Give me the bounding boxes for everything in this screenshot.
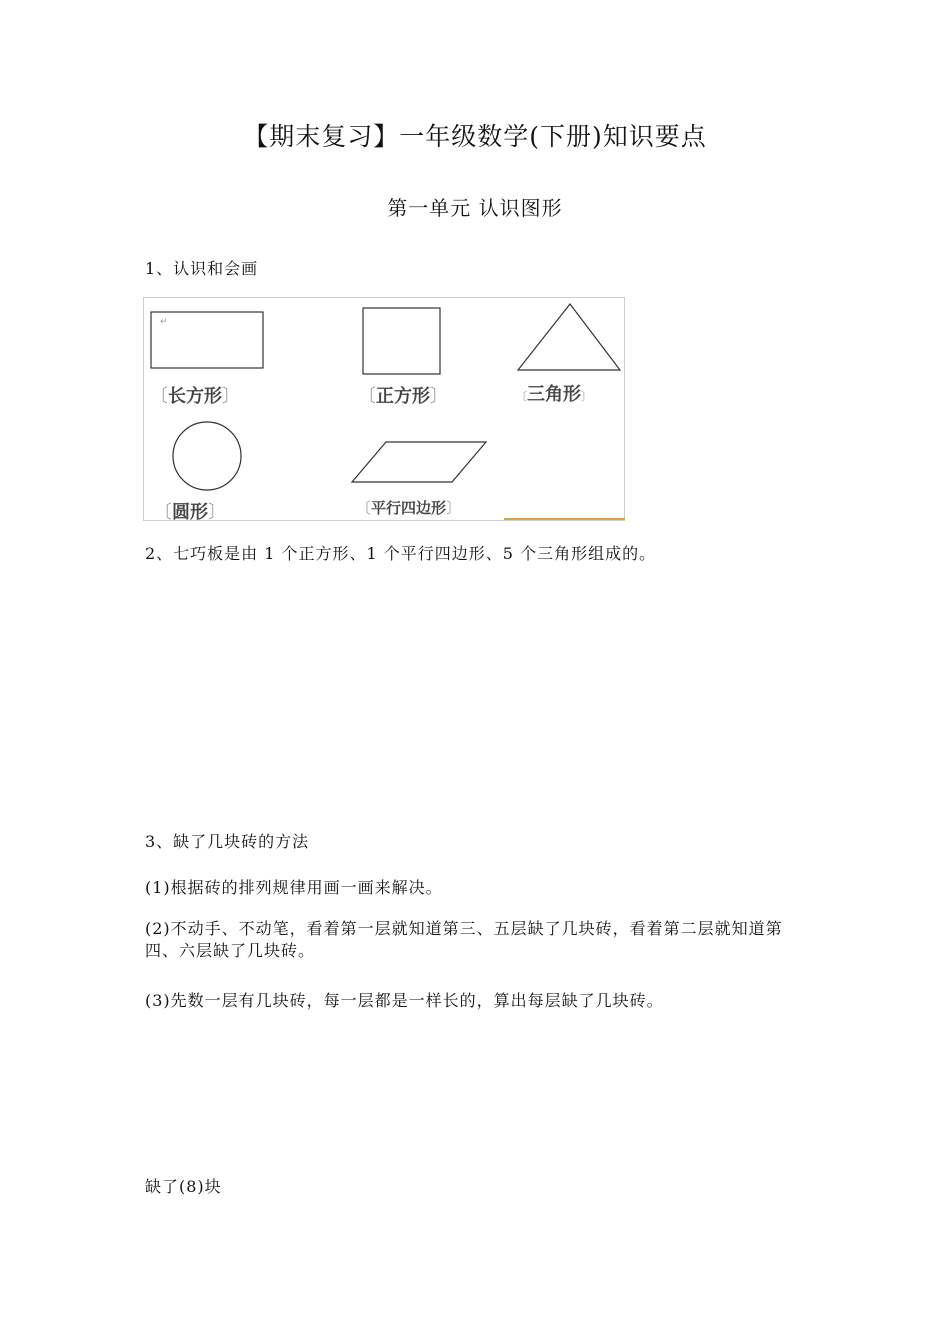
section-2-text: 2、七巧板是由 1 个正方形、1 个平行四边形、5 个三角形组成的。	[145, 544, 657, 563]
section-3-item-2: (2)不动手、不动笔，看着第一层就知道第三、五层缺了几块砖，看着第二层就知道第四、六层缺了几块砖。	[145, 919, 783, 960]
parallelogram-shape-icon	[352, 442, 486, 482]
triangle-shape-icon	[518, 304, 620, 370]
section-1-heading: 1、认识和会画	[145, 259, 259, 278]
square-shape-icon	[363, 308, 440, 374]
unit-heading: 第一单元 认识图形	[387, 196, 563, 220]
section-3-item-3: (3)先数一层有几块砖，每一层都是一样长的，算出每层缺了几块砖。	[145, 991, 664, 1010]
rectangle-shape-icon	[151, 312, 263, 368]
circle-label: 〔圆形〕	[154, 502, 226, 523]
shapes-figure	[143, 297, 625, 521]
page-title: 【期末复习】一年级数学(下册)知识要点	[243, 122, 707, 151]
circle-shape-icon	[173, 422, 241, 490]
section-3-heading: 3、缺了几块砖的方法	[145, 832, 310, 851]
return-mark: ↵	[160, 317, 168, 327]
answer-text: 缺了(8)块	[145, 1177, 222, 1196]
parallelogram-label: 〔平行四边形〕	[356, 499, 462, 517]
square-label: 〔正方形〕	[358, 386, 448, 407]
rectangle-label: 〔长方形〕	[150, 386, 240, 407]
triangle-label: 〔三角形〕	[516, 384, 592, 405]
section-3-item-1: (1)根据砖的排列规律用画一画来解决。	[145, 878, 443, 897]
